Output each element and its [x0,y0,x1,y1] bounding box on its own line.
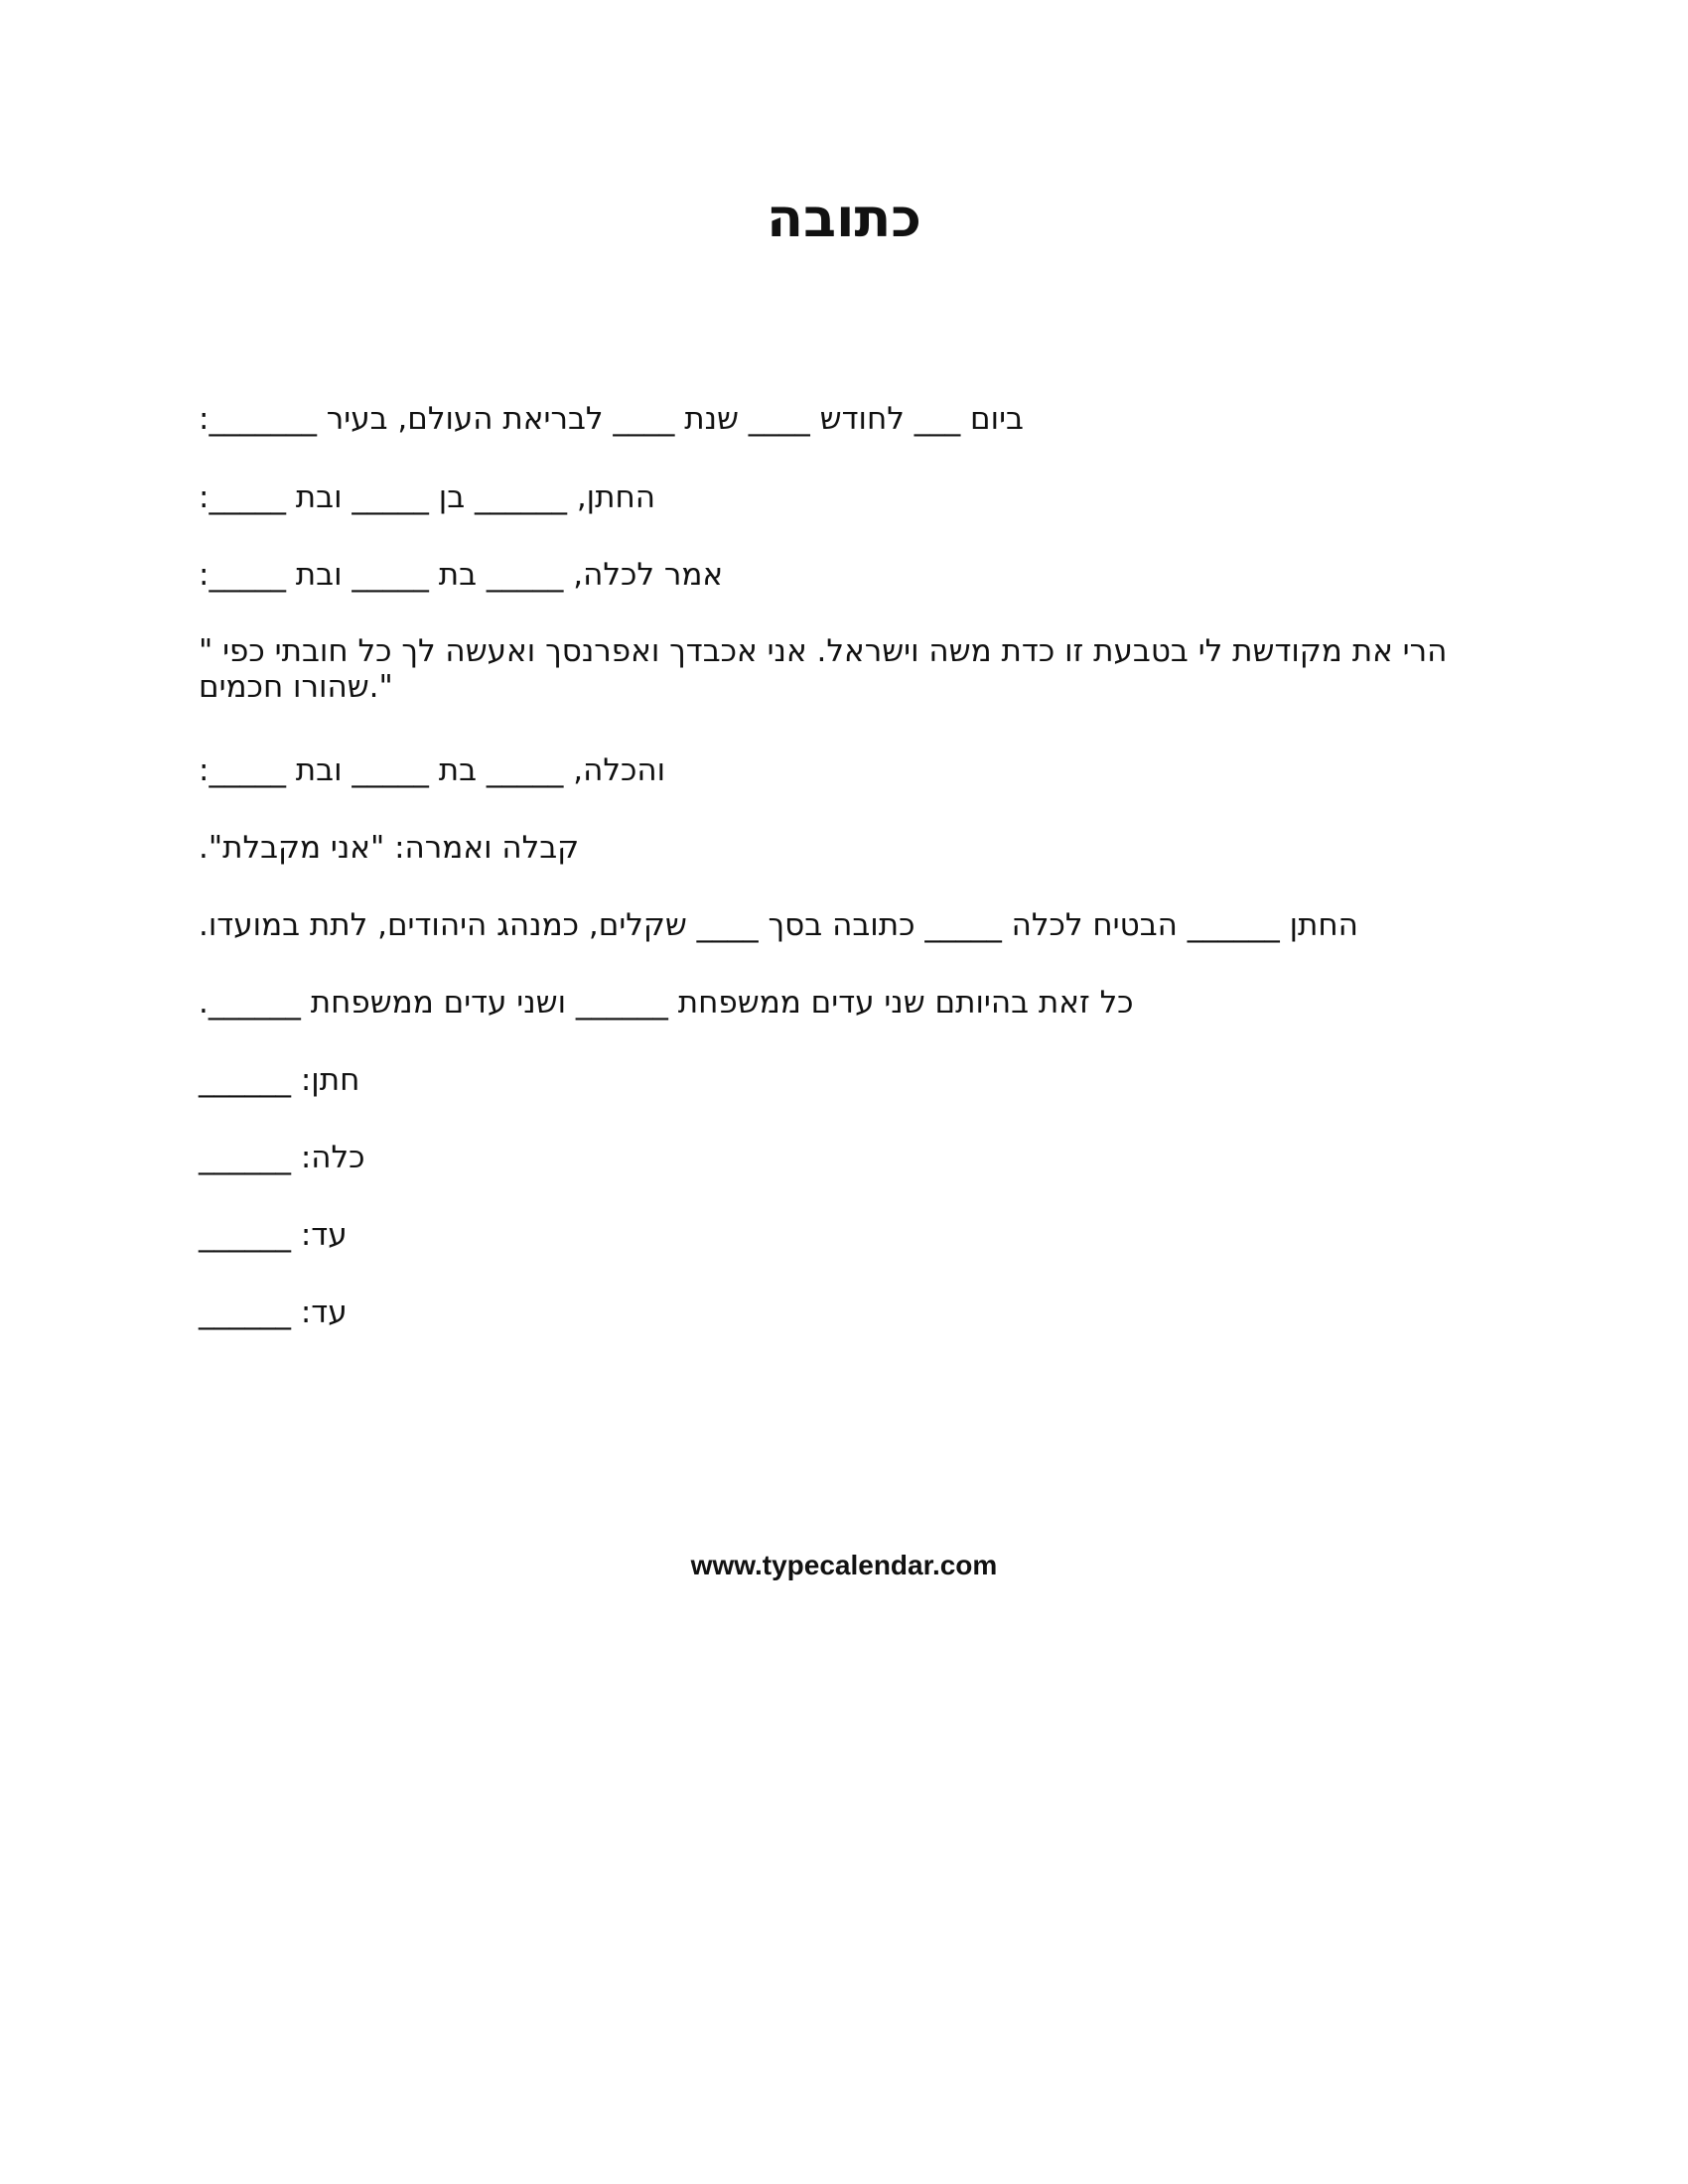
date-place-line: ביום ___ לחודש ____ שנת ____ לבריאת העולם, בעיר _______: [199,401,1024,437]
vow-paragraph: " הרי את מקודשת לי בטבעת זו כדת משה וישראל. אני אכבדך ואפרנסך ואעשה לך כל חובתי כפי שהורו חכמים." [199,633,1448,705]
page-title: כתובה [766,187,922,249]
witnesses-line: כל זאת בהיותם שני עדים ממשפחת ______ ושני עדים ממשפחת ______. [199,985,1134,1021]
bride-line: והכלה, _____ בת _____ ובת _____: [199,752,666,788]
groom-line: החתן, ______ בן _____ ובת _____: [199,479,656,515]
ketubah-amount-line: החתן ______ הבטיח לכלה _____ כתובה בסך ____ שקלים, כמנהג היהודים, לתת במועדו. [199,907,1358,943]
witness-signature-line-1: עד: ______ [199,1217,348,1253]
groom-says-to-bride-line: אמר לכלה, _____ בת _____ ובת _____: [199,557,724,593]
groom-signature-line: חתן: ______ [199,1062,360,1098]
bride-accepts-line: קבלה ואמרה: "אני מקבלת". [199,830,580,866]
bride-signature-line: כלה: ______ [199,1140,365,1175]
witness-signature-line-2: עד: ______ [199,1295,348,1330]
footer-url: www.typecalendar.com [690,1550,998,1580]
